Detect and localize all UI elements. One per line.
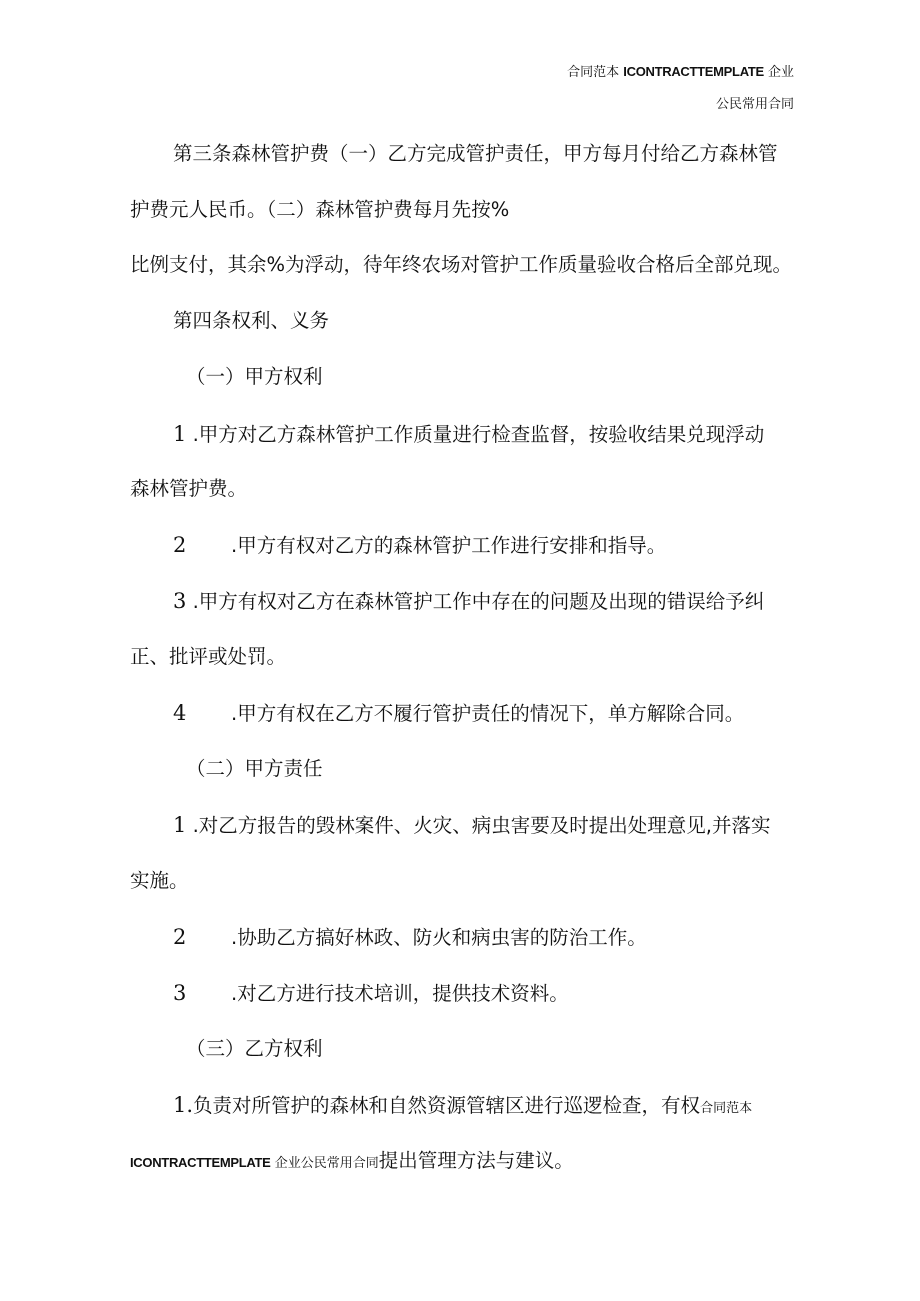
section-1-item-1-continued: 森林管护费。 (130, 477, 248, 500)
section-1-item-3-continued: 正、批评或处罚。 (130, 645, 287, 668)
item-number: 2 (173, 533, 187, 557)
item-text: .甲方有权对乙方在森林管护工作中存在的问题及出现的错误给予纠 (192, 590, 765, 613)
item-text: .对乙方进行技术培训，提供技术资料。 (231, 982, 569, 1005)
item-text-continued: 提出管理方法与建议。 (378, 1149, 574, 1172)
article-3-line-3: 比例支付，其余%为浮动，待年终农场对管护工作质量验收合格后全部兑现。 (130, 253, 793, 276)
section-2-title: （二）甲方责任 (186, 757, 323, 780)
section-1-item-4 (173, 693, 744, 734)
item-text: 负责对所管护的森林和自然资源管辖区进行巡逻检查，有权 (193, 1094, 701, 1117)
section-1-title: （一）甲方权利 (186, 365, 323, 388)
section-1-item-3 (173, 581, 764, 622)
inline-header-note-2: ICONTRACTTEMPLATE 企业公民常用合同 (130, 1155, 379, 1171)
item-text: .对乙方报告的毁林案件、火灾、病虫害要及时提出处理意见,并落实 (192, 814, 771, 837)
item-text: .甲方有权对乙方的森林管护工作进行安排和指导。 (231, 534, 667, 557)
item-number: 1 (173, 813, 187, 837)
item-number: 4 (173, 701, 187, 725)
header-line-2: 公民常用合同 (715, 97, 794, 112)
item-number: 2 (173, 925, 187, 949)
item-number: 3 (173, 589, 187, 613)
article-3-line-1: 第三条森林管护费（一）乙方完成管护责任，甲方每月付给乙方森林管 (173, 142, 778, 165)
section-2-item-1 (173, 805, 770, 846)
header-line-1: 合同范本 ICONTRACTTEMPLATE 企业 (567, 64, 794, 80)
section-2-item-2 (173, 917, 647, 958)
article-4-title: 第四条权利、义务 (173, 309, 330, 332)
item-number: 1. (173, 1093, 194, 1117)
section-3-item-1-continued (130, 1141, 574, 1184)
section-1-item-1 (173, 414, 764, 455)
section-3-item-1 (173, 1085, 752, 1129)
inline-header-note: 合同范本 (700, 1101, 753, 1116)
page-header (567, 62, 794, 115)
article-3-line-2: 护费元人民币。（二）森林管护费每月先按% (130, 198, 510, 221)
section-1-item-2 (173, 525, 666, 566)
item-number: 1 (173, 422, 187, 446)
item-text: .甲方有权在乙方不履行管护责任的情况下，单方解除合同。 (231, 702, 745, 725)
section-3-title: （三）乙方权利 (186, 1037, 323, 1060)
item-text: .协助乙方搞好林政、防火和病虫害的防治工作。 (231, 926, 647, 949)
section-2-item-1-continued: 实施。 (130, 869, 189, 892)
item-number: 3 (173, 981, 187, 1005)
section-2-item-3 (173, 973, 569, 1014)
item-text: .甲方对乙方森林管护工作质量进行检查监督，按验收结果兑现浮动 (192, 423, 765, 446)
